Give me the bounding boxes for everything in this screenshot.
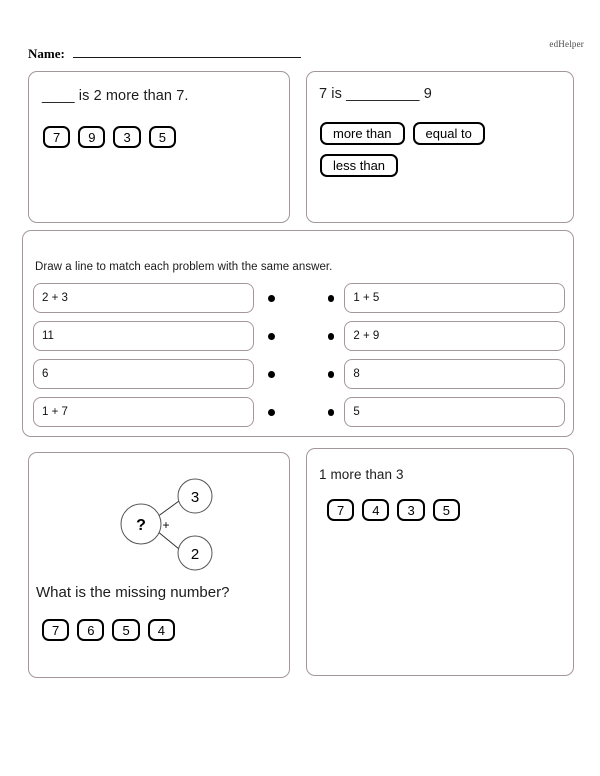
answer-choices-top-left <box>43 126 184 148</box>
matching-left-item[interactable]: 6 <box>33 359 254 389</box>
answer-choice[interactable]: 5 <box>112 619 139 641</box>
matching-right-item[interactable]: 5 <box>344 397 565 427</box>
matching-left-dot[interactable] <box>268 295 275 302</box>
answer-choice[interactable]: 4 <box>362 499 389 521</box>
answer-choice[interactable]: 7 <box>42 619 69 641</box>
svg-text:2: 2 <box>190 546 200 563</box>
answer-choices-bottom-right <box>327 499 468 521</box>
answer-choice[interactable]: 5 <box>149 126 176 148</box>
answer-choice[interactable]: 7 <box>327 499 354 521</box>
matching-right-dot[interactable] <box>328 333 335 340</box>
matching-rows <box>33 282 565 434</box>
problem-question-bottom-left: What is the missing number? <box>36 584 230 601</box>
name-label: Name: <box>28 46 65 61</box>
problem-question-top-left: ____ is 2 more than 7. <box>42 88 189 104</box>
answer-choice[interactable]: 3 <box>113 126 140 148</box>
problem-question-bottom-right: 1 more than 3 <box>319 467 404 482</box>
matching-left-dot[interactable] <box>268 409 275 416</box>
answer-choice[interactable]: more than <box>320 122 405 145</box>
matching-left-item[interactable]: 2 + 3 <box>33 283 254 313</box>
answer-choice[interactable]: 6 <box>77 619 104 641</box>
answer-choice[interactable]: 4 <box>148 619 175 641</box>
answer-choice[interactable]: 9 <box>78 126 105 148</box>
matching-row <box>33 358 565 390</box>
matching-right-item[interactable]: 1 + 5 <box>344 283 565 313</box>
matching-left-item[interactable]: 1 + 7 <box>33 397 254 427</box>
matching-right-item[interactable]: 8 <box>344 359 565 389</box>
matching-row <box>33 282 565 314</box>
matching-left-dot[interactable] <box>268 371 275 378</box>
answer-choices-top-right-row2 <box>320 154 406 177</box>
matching-instruction: Draw a line to match each problem with the same answer. <box>35 261 333 273</box>
answer-choice[interactable]: equal to <box>413 122 485 145</box>
answer-choice[interactable]: less than <box>320 154 398 177</box>
name-input-line[interactable] <box>73 57 301 58</box>
svg-text:+: + <box>162 518 170 532</box>
matching-row <box>33 320 565 352</box>
problem-box-top-right <box>306 71 574 223</box>
number-bond-svg <box>113 477 233 572</box>
name-row <box>28 47 301 61</box>
matching-left-item[interactable]: 11 <box>33 321 254 351</box>
problem-box-bottom-left <box>28 452 290 678</box>
answer-choice[interactable]: 7 <box>43 126 70 148</box>
matching-left-dot[interactable] <box>268 333 275 340</box>
matching-row <box>33 396 565 428</box>
problem-box-matching <box>22 230 574 437</box>
answer-choice[interactable]: 5 <box>433 499 460 521</box>
matching-right-item[interactable]: 2 + 9 <box>344 321 565 351</box>
svg-text:3: 3 <box>190 489 200 506</box>
number-bond-diagram <box>113 477 233 572</box>
matching-right-dot[interactable] <box>328 371 335 378</box>
answer-choices-top-right-row1 <box>320 122 493 145</box>
problem-box-bottom-right <box>306 448 574 676</box>
problem-box-top-left <box>28 71 290 223</box>
answer-choices-bottom-left <box>42 619 183 641</box>
problem-question-top-right: 7 is _________ 9 <box>319 86 432 102</box>
matching-right-dot[interactable] <box>328 409 335 416</box>
svg-text:?: ? <box>136 517 146 534</box>
answer-choice[interactable]: 3 <box>397 499 424 521</box>
matching-right-dot[interactable] <box>328 295 335 302</box>
edhelper-logo: edHelper <box>549 39 584 49</box>
